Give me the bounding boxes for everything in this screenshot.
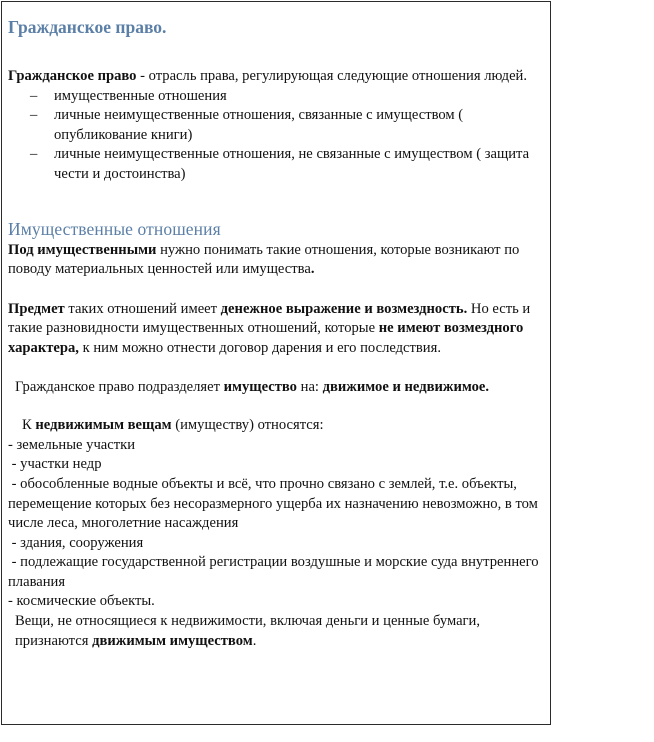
bold-phrase: денежное выражение и возмездность. — [220, 300, 468, 317]
paragraph-text: . — [252, 632, 257, 649]
paragraph-text: Гражданское право подразделяет — [15, 378, 224, 395]
paragraph-text: Но есть и такие разновидности имущественных отношений, которые — [8, 300, 531, 337]
relations-list — [8, 87, 544, 185]
intro-term: Гражданское право — [8, 68, 137, 84]
paragraph-text: нужно понимать такие отношения, которые возникают по поводу материальных ценностей или имущества — [8, 241, 520, 278]
paragraph-text: на: — [296, 378, 323, 395]
list-item-text: имущественные отношения — [54, 87, 227, 104]
list-item-text: личные неимущественные отношения, не связанные с имуществом ( защита чести и достоинства) — [54, 146, 530, 182]
spacer — [8, 39, 544, 67]
document-page — [1, 1, 551, 725]
paragraph-text: таких отношений имеет — [64, 300, 221, 317]
list-item: - земельные участки — [8, 436, 136, 453]
section-heading: Имущественные отношения — [8, 218, 221, 239]
dash-marker: – — [30, 146, 38, 163]
dash-marker: – — [30, 107, 38, 124]
list-item: - обособленные водные объекты и всё, что прочно связано с землей, т.е. объекты, перемещение которых без несоразмерного ущерба их назначению невозможно, в том числе леса, многолетние насаждения — [8, 475, 542, 532]
intro-paragraph — [8, 67, 544, 87]
movables-paragraph — [8, 612, 544, 651]
list-item — [30, 106, 544, 145]
subject-paragraph — [8, 300, 544, 359]
bold-phrase: Предмет — [8, 300, 65, 317]
immovables-list — [8, 436, 544, 612]
spacer — [8, 185, 544, 217]
list-item — [30, 87, 544, 107]
immovables-intro-paragraph — [8, 416, 544, 436]
bold-phrase: имущество — [223, 378, 297, 395]
list-item-text: личные неимущественные отношения, связанные с имуществом ( опубликование книги) — [54, 107, 464, 143]
page-title: Гражданское право. — [8, 17, 167, 37]
intro-definition: - отрасль права, регулирующая следующие отношения людей. — [136, 68, 528, 84]
bold-phrase: не имеют возмездного характера, — [8, 320, 524, 356]
spacer — [8, 359, 544, 378]
list-item: - участки недр — [8, 456, 102, 473]
bold-phrase: Под имущественными — [8, 241, 157, 258]
paragraph-text: (имуществу) относятся: — [171, 417, 324, 434]
dash-marker: – — [30, 87, 38, 104]
list-item: - космические объекты. — [8, 593, 155, 610]
bold-phrase: движимое и недвижимое. — [322, 378, 490, 395]
list-item: - здания, сооружения — [8, 534, 144, 551]
list-item: - подлежащие государственной регистрации воздушные и морские суда внутреннего плавания — [8, 554, 543, 590]
list-item — [30, 145, 544, 184]
paragraph-text: К — [22, 417, 36, 434]
bold-phrase: движимым имуществом — [92, 632, 253, 649]
property-definition-paragraph — [8, 241, 544, 280]
bold-phrase: недвижимым вещам — [35, 417, 172, 434]
bold-phrase: . — [310, 261, 315, 278]
spacer — [8, 280, 544, 300]
spacer — [8, 397, 544, 416]
division-paragraph — [8, 378, 544, 398]
paragraph-text: к ним можно отнести договор дарения и его последствия. — [78, 339, 441, 356]
paragraph-text: Вещи, не относящиеся к недвижимости, включая деньги и ценные бумаги, признаются — [15, 613, 480, 649]
